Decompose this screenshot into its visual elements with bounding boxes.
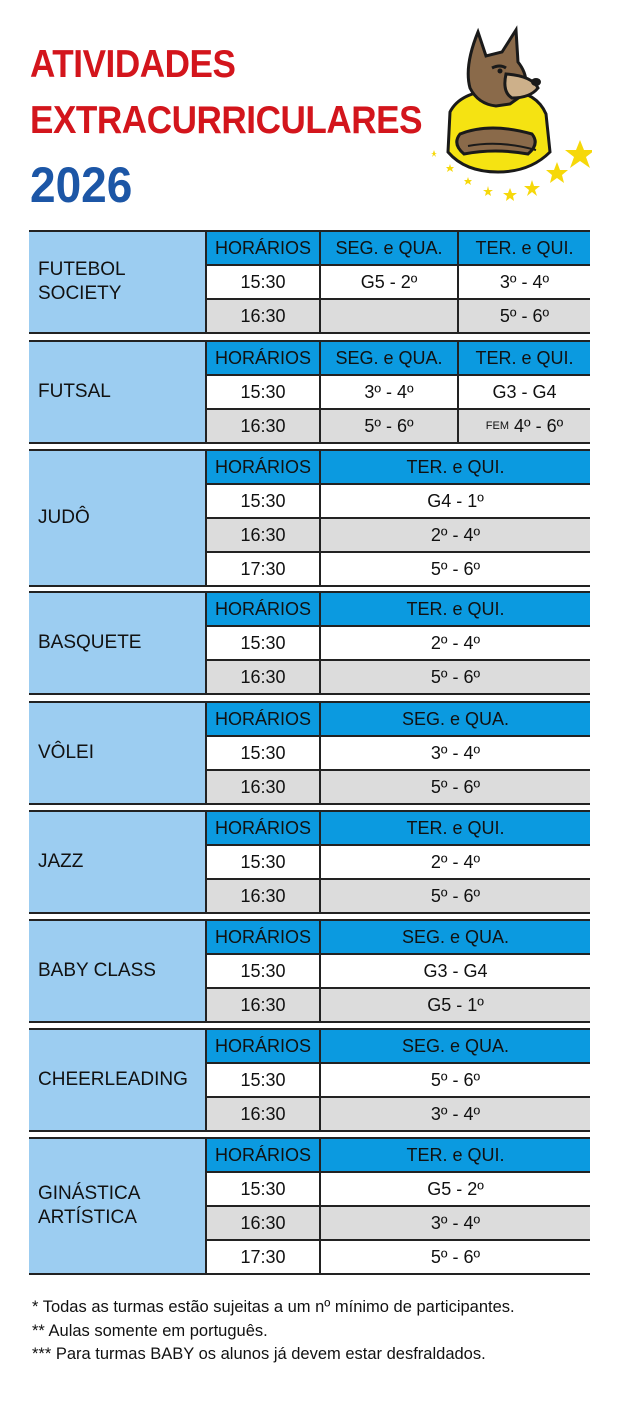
time-cell-text: 15:30 [240, 1178, 286, 1199]
group-cell-text: 5º - 6º [364, 415, 414, 436]
time-cell [205, 1064, 319, 1096]
days-header-text: SEG. e QUA. [335, 237, 443, 258]
row-divider [205, 625, 590, 627]
group-cell [319, 553, 590, 585]
group-cell [319, 1064, 590, 1096]
group-cell [319, 266, 457, 298]
row-divider [205, 1205, 590, 1207]
time-cell [205, 955, 319, 987]
table-row [205, 989, 590, 1021]
days-header-text: TER. e QUI. [475, 347, 574, 368]
footnote-portuguese-only: ** Aulas somente em português. [32, 1321, 268, 1340]
table-bottom-rule [29, 693, 590, 695]
time-cell-text: 15:30 [240, 381, 286, 402]
group-cell [319, 376, 457, 408]
days-header [319, 1139, 590, 1171]
group-cell-text: 5º - 6º [430, 558, 481, 579]
footnote-min-participants: * Todas as turmas estão sujeitas a um nº mínimo de participantes. [32, 1298, 515, 1316]
table-bottom-rule [29, 1021, 590, 1023]
group-cell [319, 989, 590, 1021]
days-header [319, 342, 457, 374]
table-header-row [205, 812, 590, 844]
schedule-grid [205, 812, 590, 912]
time-cell-text: 16:30 [240, 1103, 286, 1124]
time-cell-text: 16:30 [240, 1212, 286, 1233]
group-cell [319, 627, 590, 659]
time-cell-text: 16:30 [240, 776, 286, 797]
time-cell [205, 771, 319, 803]
days-header-text: SEG. e QUA. [335, 347, 443, 368]
row-divider [205, 374, 590, 376]
row-divider [205, 298, 590, 300]
group-cell-text: 2º - 4º [430, 632, 481, 653]
schedule-table [29, 230, 590, 334]
group-cell [319, 1173, 590, 1205]
table-row [205, 846, 590, 878]
time-cell-text: 16:30 [240, 524, 286, 545]
schedule-grid [205, 232, 590, 332]
group-cell [319, 519, 590, 551]
times-header-text: HORÁRIOS [214, 347, 311, 368]
time-cell [205, 376, 319, 408]
schedule-table [29, 1028, 590, 1132]
table-header-row [205, 451, 590, 483]
time-cell [205, 1207, 319, 1239]
row-divider [205, 517, 590, 519]
table-header-row [205, 703, 590, 735]
times-header [205, 232, 319, 264]
schedule-table [29, 701, 590, 805]
table-row [205, 410, 590, 442]
sport-name-cell [29, 593, 205, 693]
days-header [319, 232, 457, 264]
schedule-grid [205, 1139, 590, 1273]
table-bottom-rule [29, 585, 590, 587]
table-row [205, 880, 590, 912]
sport-name-cell [29, 703, 205, 803]
table-row [205, 1207, 590, 1239]
days-header [319, 451, 590, 483]
sport-name: JAZZ [38, 851, 84, 872]
row-divider [205, 659, 590, 661]
days-header [457, 342, 590, 374]
table-header-row [205, 593, 590, 625]
times-header-text: HORÁRIOS [214, 237, 311, 258]
sport-name: GINÁSTICA ARTÍSTICA [38, 1183, 141, 1228]
sport-name: BABY CLASS [38, 960, 156, 981]
group-cell [319, 880, 590, 912]
table-row [205, 1098, 590, 1130]
time-cell [205, 846, 319, 878]
table-row [205, 1064, 590, 1096]
time-cell [205, 485, 319, 517]
days-header-text: TER. e QUI. [406, 456, 505, 477]
footnotes [32, 1296, 515, 1367]
group-cell [457, 266, 590, 298]
group-cell [319, 300, 457, 332]
group-cell-text: 2º - 4º [430, 524, 481, 545]
row-divider [205, 735, 590, 737]
days-header-text: TER. e QUI. [406, 1144, 505, 1165]
table-row [205, 1173, 590, 1205]
page-year: 2026 [30, 157, 133, 213]
time-cell [205, 410, 319, 442]
days-header [457, 232, 590, 264]
time-cell-text: 15:30 [240, 1069, 286, 1090]
times-header-text: HORÁRIOS [214, 1144, 311, 1165]
sport-name: VÔLEI [38, 742, 94, 763]
sport-name: JUDÔ [38, 507, 90, 528]
mascot-logo [420, 22, 592, 212]
days-header-text: SEG. e QUA. [401, 1035, 510, 1056]
group-cell-text: 5º - 6º [430, 666, 481, 687]
time-cell [205, 1173, 319, 1205]
group-cell-text: G5 - 1º [427, 994, 484, 1015]
group-cell-text: 3º - 4º [430, 742, 481, 763]
schedule-grid [205, 451, 590, 585]
row-divider [205, 1096, 590, 1098]
time-cell-text: 17:30 [240, 558, 286, 579]
time-cell [205, 661, 319, 693]
time-cell [205, 1098, 319, 1130]
group-cell [457, 410, 590, 442]
group-cell-text: 5º - 6º [430, 885, 481, 906]
sport-name-cell [29, 1030, 205, 1130]
times-header [205, 1030, 319, 1062]
group-cell-text: 2º - 4º [430, 851, 481, 872]
schedule-table [29, 591, 590, 695]
group-cell-text: 5º - 6º [430, 1246, 481, 1267]
sport-name: CHEERLEADING [38, 1069, 188, 1090]
days-header [319, 921, 590, 953]
times-header-text: HORÁRIOS [214, 598, 311, 619]
schedule-table [29, 919, 590, 1023]
time-cell [205, 627, 319, 659]
footnote-baby-requirement: *** Para turmas BABY os alunos já devem estar desfraldados. [32, 1345, 486, 1363]
times-header-text: HORÁRIOS [214, 1035, 311, 1056]
time-cell-text: 16:30 [240, 305, 286, 326]
group-cell-text: 5º - 6º [430, 1069, 481, 1090]
schedule-grid [205, 921, 590, 1021]
row-divider [205, 408, 590, 410]
time-cell-text: 16:30 [240, 885, 286, 906]
table-row [205, 266, 590, 298]
schedule-table [29, 340, 590, 444]
row-divider [205, 551, 590, 553]
group-cell [457, 300, 590, 332]
schedule-table [29, 449, 590, 587]
sport-name-cell [29, 1139, 205, 1273]
schedule-grid [205, 342, 590, 442]
time-cell [205, 266, 319, 298]
table-header-row [205, 921, 590, 953]
group-cell-text: 4º - 6º [514, 415, 564, 436]
days-header [319, 593, 590, 625]
times-header [205, 342, 319, 374]
group-cell-text: G5 - 2º [427, 1178, 484, 1199]
time-cell-text: 17:30 [240, 1246, 286, 1267]
page-title-line2: EXTRACURRICULARES [30, 99, 423, 142]
table-row [205, 955, 590, 987]
days-header-text: SEG. e QUA. [401, 926, 510, 947]
time-cell [205, 737, 319, 769]
table-bottom-rule [29, 442, 590, 444]
times-header [205, 593, 319, 625]
times-header [205, 812, 319, 844]
group-cell [319, 1098, 590, 1130]
time-cell-text: 16:30 [240, 666, 286, 687]
time-cell-text: 15:30 [240, 742, 286, 763]
group-cell [319, 737, 590, 769]
time-cell-text: 15:30 [240, 632, 286, 653]
row-divider [205, 483, 590, 485]
time-cell-text: 15:30 [240, 851, 286, 872]
sport-name-cell [29, 921, 205, 1021]
time-cell-text: 15:30 [240, 490, 286, 511]
row-divider [205, 1062, 590, 1064]
time-cell [205, 880, 319, 912]
times-header-text: HORÁRIOS [214, 708, 311, 729]
schedule-grid [205, 593, 590, 693]
page-title-line1: ATIVIDADES [30, 43, 236, 86]
row-divider [205, 953, 590, 955]
schedule-grid [205, 703, 590, 803]
row-divider [205, 769, 590, 771]
table-row [205, 376, 590, 408]
group-cell-text: 3º - 4º [430, 1212, 481, 1233]
table-header-row [205, 342, 590, 374]
times-header-text: HORÁRIOS [214, 456, 311, 477]
gender-prefix: FEM [485, 420, 510, 432]
sport-name: FUTEBOL SOCIETY [38, 259, 126, 304]
schedule-grid [205, 1030, 590, 1130]
time-cell-text: 15:30 [240, 271, 286, 292]
days-header-text: SEG. e QUA. [401, 708, 510, 729]
row-divider [205, 844, 590, 846]
table-row [205, 627, 590, 659]
group-cell [319, 410, 457, 442]
table-header-row [205, 232, 590, 264]
group-cell-text: 5º - 6º [499, 305, 550, 326]
time-cell-text: 15:30 [240, 960, 286, 981]
days-header-text: TER. e QUI. [475, 237, 574, 258]
time-cell [205, 989, 319, 1021]
row-divider [205, 987, 590, 989]
table-row [205, 771, 590, 803]
table-row [205, 737, 590, 769]
table-bottom-rule [29, 803, 590, 805]
sport-name-cell [29, 812, 205, 912]
schedule-table [29, 810, 590, 914]
table-row [205, 661, 590, 693]
time-cell-text: 16:30 [240, 994, 286, 1015]
table-bottom-rule [29, 332, 590, 334]
group-cell-text: 3º - 4º [364, 381, 414, 402]
sport-name-cell [29, 451, 205, 585]
table-header-row [205, 1030, 590, 1062]
sport-name: FUTSAL [38, 381, 111, 402]
time-cell [205, 519, 319, 551]
table-bottom-rule [29, 1273, 590, 1275]
times-header [205, 921, 319, 953]
time-cell-text: 16:30 [240, 415, 286, 436]
days-header-text: TER. e QUI. [406, 598, 505, 619]
group-cell [319, 485, 590, 517]
schedule-table [29, 1137, 590, 1275]
table-bottom-rule [29, 912, 590, 914]
table-bottom-rule [29, 1130, 590, 1132]
sport-name: BASQUETE [38, 632, 142, 653]
table-row [205, 485, 590, 517]
days-header [319, 703, 590, 735]
row-divider [205, 878, 590, 880]
row-divider [205, 1239, 590, 1241]
sport-name-cell [29, 232, 205, 332]
group-cell-text: G3 - G4 [492, 381, 557, 402]
time-cell [205, 1241, 319, 1273]
times-header [205, 1139, 319, 1171]
times-header-text: HORÁRIOS [214, 926, 311, 947]
days-header [319, 1030, 590, 1062]
group-cell [319, 771, 590, 803]
row-divider [205, 1171, 590, 1173]
group-cell [319, 1207, 590, 1239]
table-row [205, 553, 590, 585]
time-cell [205, 300, 319, 332]
table-header-row [205, 1139, 590, 1171]
times-header-text: HORÁRIOS [214, 817, 311, 838]
table-row [205, 1241, 590, 1273]
group-cell [319, 955, 590, 987]
days-header [319, 812, 590, 844]
group-cell-text: G4 - 1º [427, 490, 484, 511]
sport-name-cell [29, 342, 205, 442]
table-row [205, 519, 590, 551]
group-cell-text: 5º - 6º [430, 776, 481, 797]
times-header [205, 451, 319, 483]
group-cell-text: 3º - 4º [499, 271, 550, 292]
group-cell-text: G5 - 2º [360, 271, 418, 292]
row-divider [205, 264, 590, 266]
group-cell [319, 846, 590, 878]
group-cell-text: 3º - 4º [430, 1103, 481, 1124]
days-header-text: TER. e QUI. [406, 817, 505, 838]
times-header [205, 703, 319, 735]
group-cell [457, 376, 590, 408]
table-row [205, 300, 590, 332]
group-cell-text: G3 - G4 [423, 960, 488, 981]
time-cell [205, 553, 319, 585]
group-cell [319, 661, 590, 693]
group-cell [319, 1241, 590, 1273]
